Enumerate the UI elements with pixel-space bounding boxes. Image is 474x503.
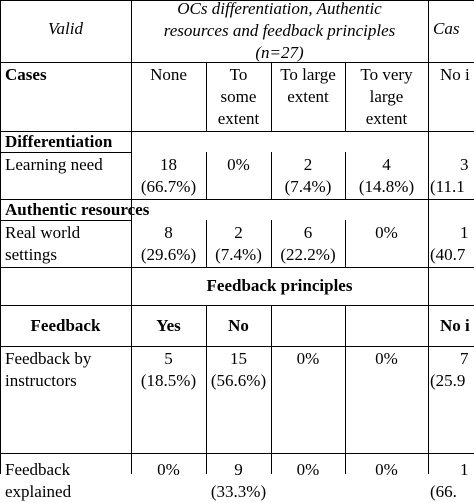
feedback-by-instructors-c4: 0%: [375, 349, 398, 368]
section-feedback-principles: Feedback principles: [206, 276, 353, 295]
learning-need-none: 18 (66.7%): [140, 155, 197, 196]
section-authentic-resources: Authentic resources: [5, 200, 150, 219]
column-very-large-extent: To very large extent: [360, 65, 413, 128]
column-some-extent: To some extent: [217, 65, 260, 128]
learning-need-cut: 3 (11.1: [430, 155, 469, 196]
real-world-cut: 1 (40.7: [430, 223, 469, 264]
section-differentiation: Differentiation: [5, 132, 113, 151]
feedback-explained-yes: 0%: [157, 460, 180, 479]
real-world-large: 6 (22.2%): [280, 223, 336, 264]
rule: [271, 305, 272, 474]
feedback-explained-c3: 0%: [296, 460, 320, 479]
feedback-header-cut: No i: [440, 316, 470, 335]
rule: [345, 305, 346, 474]
header-valid: Valid: [48, 19, 83, 38]
column-none: None: [150, 65, 187, 84]
feedback-header-label: Feedback: [30, 316, 101, 335]
feedback-by-instructors-no: 15 (56.6%): [210, 349, 267, 390]
header-group-title: OCs differentiation, Authentic resources and feedback principles (n=27): [163, 0, 396, 62]
column-cases: Cases: [5, 65, 47, 84]
feedback-by-instructors-yes: 5 (18.5%): [140, 349, 197, 390]
learning-need-large: 2 (7.4%): [284, 155, 332, 196]
feedback-explained-no: 9 (33.3%): [210, 460, 267, 501]
rule: [0, 453, 474, 454]
row-label-feedback-by-instructors: Feedback by instructors: [5, 349, 92, 390]
real-world-none: 8 (29.6%): [140, 223, 197, 264]
column-no-cut: No i: [440, 65, 470, 84]
row-label-real-world: Real world settings: [5, 223, 81, 264]
feedback-header-no: No: [228, 316, 249, 335]
real-world-some: 2 (7.4%): [215, 223, 262, 264]
header-group-title-cut: Cas: [433, 19, 460, 38]
learning-need-very-large: 4 (14.8%): [358, 155, 415, 196]
feedback-by-instructors-c3: 0%: [296, 349, 320, 368]
rule: [0, 267, 474, 268]
column-large-extent: To large extent: [280, 65, 336, 106]
rule: [0, 346, 474, 347]
feedback-explained-c4: 0%: [375, 460, 398, 479]
row-label-learning-need: Learning need: [5, 155, 103, 174]
feedback-explained-cut: 1 (66.: [430, 460, 469, 501]
feedback-by-instructors-cut: 7 (25.9: [430, 349, 469, 390]
real-world-very-large: 0%: [375, 223, 398, 242]
learning-need-some: 0%: [227, 155, 250, 174]
row-label-feedback-explained: Feedback explained: [5, 460, 72, 501]
feedback-header-yes: Yes: [156, 316, 181, 335]
rule: [0, 305, 474, 306]
